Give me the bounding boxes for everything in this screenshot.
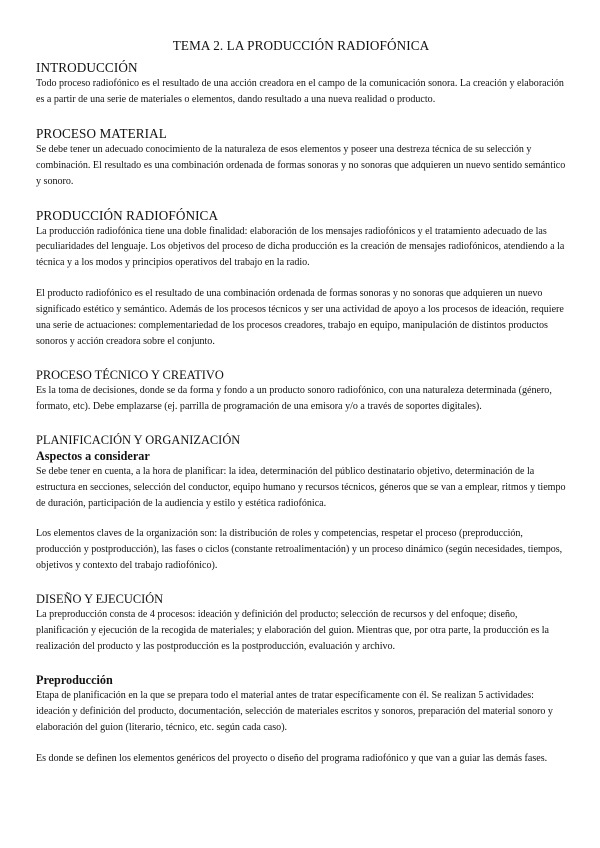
paragraph-proceso-tecnico: Es la toma de decisiones, donde se da forma y fondo a un producto sonoro radiofónico, con una naturaleza determinada (género, formato, etc). Debe emplazarse (ej. parrilla de programación de una emisora y/o a través de soportes digitales).: [36, 384, 552, 412]
paragraph-preproduccion-2: Es donde se definen los elementos genéricos del proyecto o diseño del programa radiofónico y que van a guiar las demás fases.: [36, 752, 548, 764]
subheading-aspectos: Aspectos a considerar: [36, 448, 150, 463]
subheading-preproduccion: Preproducción: [36, 672, 113, 687]
paragraph-planificacion-2: Los elementos claves de la organización son: la distribución de roles y competencias, respetar el proceso (preproducción, producción y postproducción), las fases o ciclos (constante retroalimentación) y un proceso dinámico (según necesidades, tiempos, objetivos y contexto del trabajo radiofónico).: [36, 528, 563, 572]
heading-planificacion: PLANIFICACIÓN Y ORGANIZACIÓN: [36, 432, 241, 447]
document-title: TEMA 2. LA PRODUCCIÓN RADIOFÓNICA: [172, 38, 430, 53]
heading-introduccion: INTRODUCCIÓN: [36, 60, 138, 75]
paragraph-planificacion-1: Se debe tener en cuenta, a la hora de planificar: la idea, determinación del público destinatario objetivo, determinación de la estructura en secciones, selección del conductor, equipo humano y recursos técnicos, géneros que se van a emplear, ritmos y tiempo de duración, participación de la audiencia y estilo y estética radiofónica.: [36, 465, 566, 509]
heading-proceso-tecnico: PROCESO TÉCNICO Y CREATIVO: [36, 367, 224, 382]
paragraph-produccion-2: El producto radiofónico es el resultado de una combinación ordenada de formas sonoras y no sonoras que adquieren un nuevo significado estético y semántico. Además de los procesos técnicos y ser una actividad de apoyo a los procesos de ideación, requiere una serie de actuaciones: complementariedad de los procesos creadores, trabajo en equipo, manipulación de distintos productos sonoros y acción creadora sobre el conjunto.: [36, 288, 564, 347]
paragraph-diseno-ejecucion: La preproducción consta de 4 procesos: ideación y definición del producto; selección de recursos y del enfoque; diseño, planificación y ejecución de la recogida de materiales; y elaboración del guion. Mientras que, por otra parte, la producción es la realización del producto y las postproducción es la postproducción, evaluación y archivo.: [36, 609, 550, 652]
document-page: [36, 37, 566, 766]
heading-diseno-ejecucion: DISEÑO Y EJECUCIÓN: [36, 592, 164, 607]
paragraph-preproduccion-1: Etapa de planificación en la que se prepara todo el material antes de tratar específicamente con él. Se realizan 5 actividades: ideación y definición del producto, documentación, selección de materiales escritos y sonoros, preparación del material sonoro y elaboración del guion (literario, técnico, etc. según cada caso).: [36, 689, 553, 733]
paragraph-produccion-1: La producción radiofónica tiene una doble finalidad: elaboración de los mensajes radiofónicos y el tratamiento adecuado de las peculiaridades del lenguaje. Los objetivos del proceso de dicha producción es la creación de mensajes radiofónicos, atendiendo a la técnica y a los modos y principios operativos del trabajo en la radio.: [36, 225, 565, 269]
paragraph-proceso-material: Se debe tener un adecuado conocimiento de la naturaleza de esos elementos y poseer una destreza técnica de su selección y combinación. El resultado es una combinación ordenada de formas sonoras y no sonoras que adquieren un nuevo sentido semántico y sonoro.: [36, 143, 566, 187]
paragraph-introduccion: Todo proceso radiofónico es el resultado de una acción creadora en el campo de la comunicación sonora. La creación y elaboración es a partir de una serie de materiales o elementos, dando resultado a una nueva realidad o producto.: [36, 78, 564, 105]
heading-produccion-radiofonica: PRODUCCIÓN RADIOFÓNICA: [36, 207, 219, 223]
heading-proceso-material: PROCESO MATERIAL: [36, 125, 167, 141]
